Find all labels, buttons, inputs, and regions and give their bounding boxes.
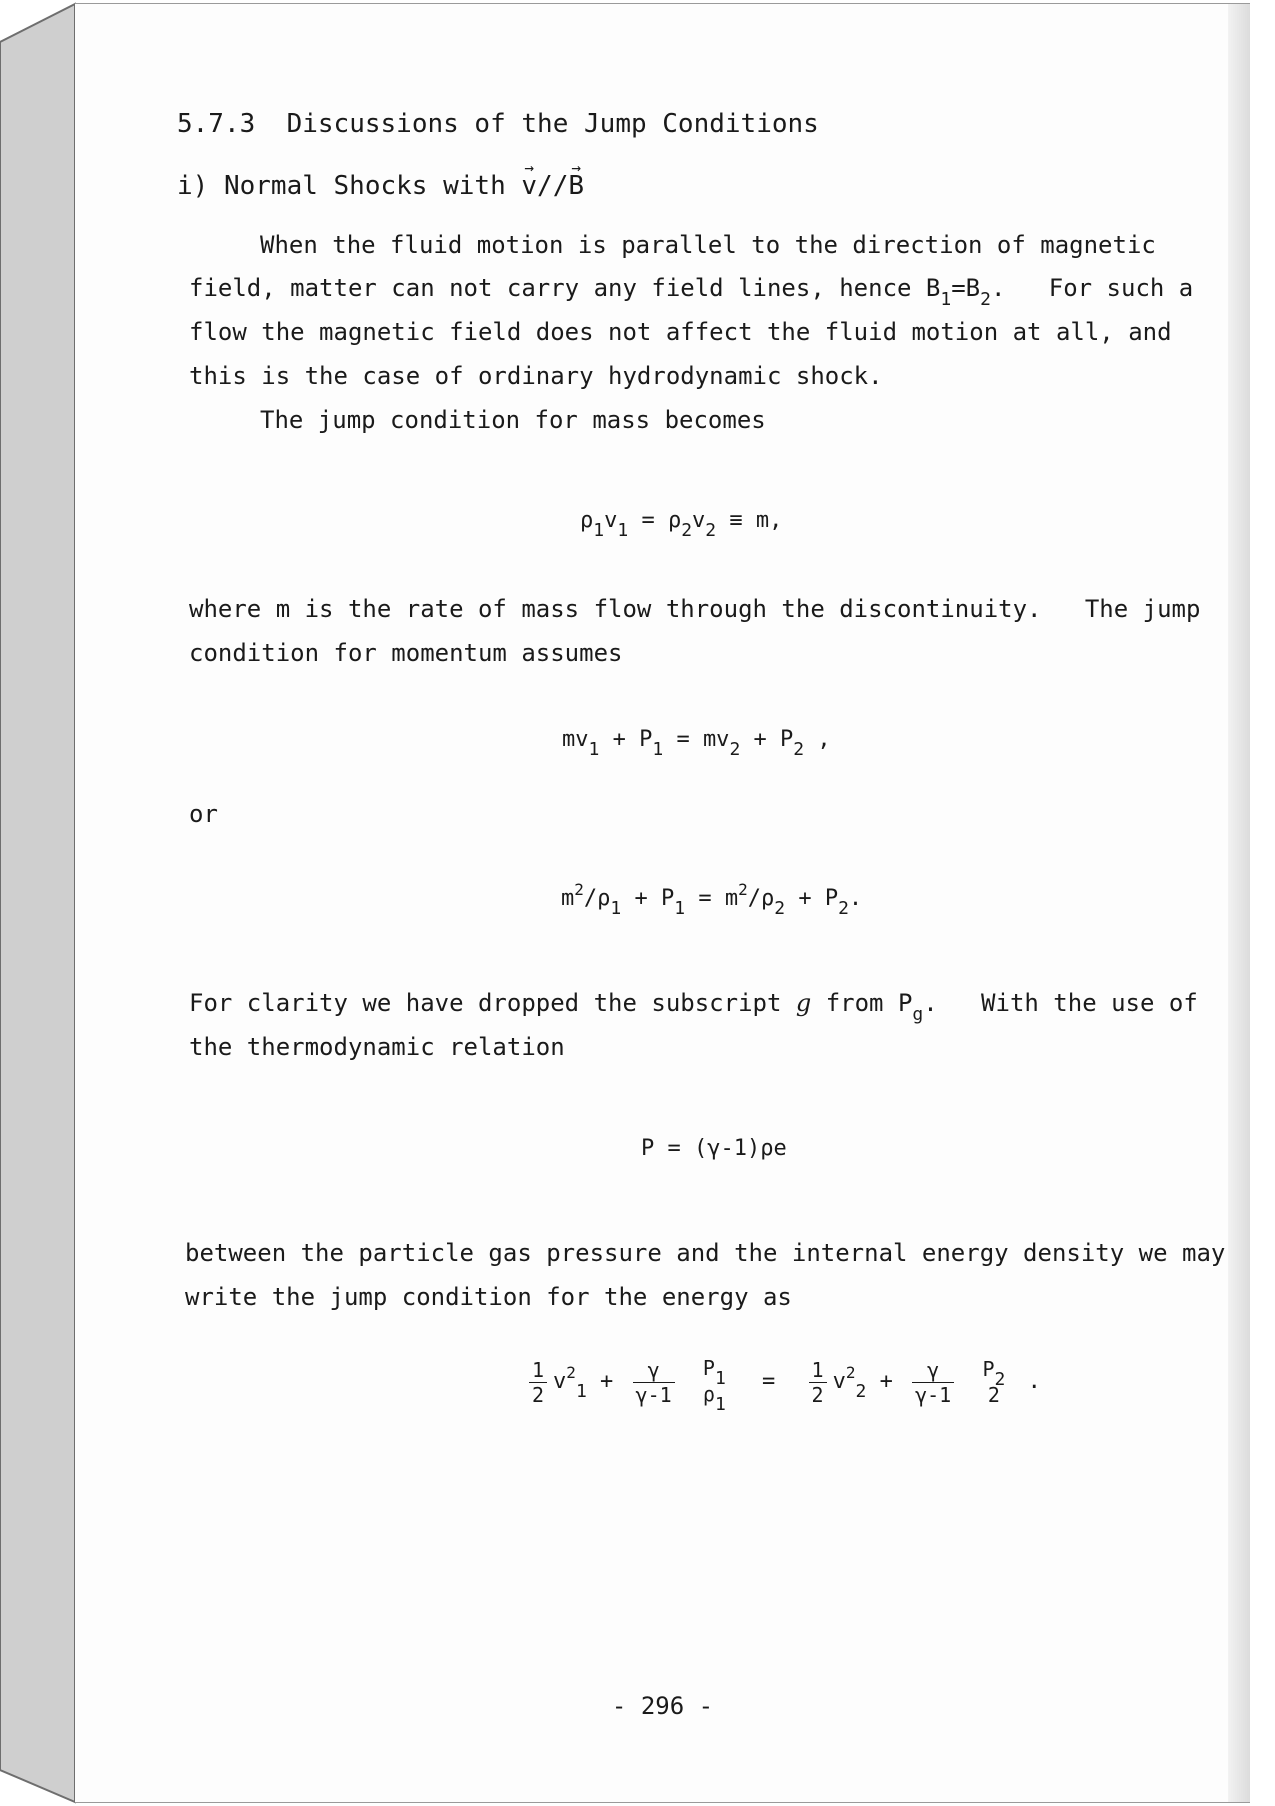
fraction-half: $\frac{1}{2}$: [529, 1358, 547, 1407]
para3-line1: where m is the rate of mass flow through the discontinuity. The jump: [189, 595, 1201, 623]
subsection-heading: i) Normal Shocks with → v//→ B: [177, 172, 584, 200]
para5-line1: between the particle gas pressure and the internal energy density we may: [185, 1239, 1226, 1267]
para1-line2: field, matter can not carry any field lines, hence $B_1=B_2$. For such a: [189, 274, 1194, 310]
equation-momentum: $mv_1 + P_1 = mv_2 + P_2$ ,: [562, 727, 831, 760]
equation-mass: $\rho_1v_1 = \rho_2v_2 \equiv m$,: [580, 508, 783, 541]
para4-line2: the thermodynamic relation: [189, 1033, 565, 1061]
para1-line4: this is the case of ordinary hydrodynamic shock.: [189, 362, 883, 390]
vector-v: → v: [521, 172, 537, 200]
para1-line3: flow the magnetic field does not affect the fluid motion at all, and: [189, 318, 1172, 346]
para3-line2: condition for momentum assumes: [189, 639, 623, 667]
equation-momentum-alt: $m^2/\rho_1 + P_1 = m^2/\rho_2 + P_2$.: [561, 880, 863, 919]
equation-energy: $\frac{1}{2}$ $v^2_1$ + $\frac{\gamma}{\gamma-1}$ P1 ρ1 = $\frac{1}{2}$ $v^2_2$ + $\frac{\gamma}{\gamma-1}$ P2 2 .: [523, 1352, 1041, 1413]
fraction-gamma-2: $\frac{\gamma}{\gamma-1}$: [912, 1358, 954, 1407]
section-title: Discussions of the Jump Conditions: [286, 109, 819, 139]
fraction-half-2: $\frac{1}{2}$: [809, 1358, 827, 1407]
section-heading: [177, 110, 819, 138]
or-text: or: [189, 800, 218, 828]
para1-line1: When the fluid motion is parallel to the direction of magnetic: [260, 231, 1156, 259]
fraction-p1-rho1: P1 ρ1: [702, 1356, 726, 1415]
para2-line1: The jump condition for mass becomes: [260, 406, 766, 434]
fraction-p2: P2 2: [982, 1357, 1006, 1407]
equation-thermo: P = (γ-1)ρe: [641, 1136, 787, 1161]
page-number: - 296 -: [611, 1692, 714, 1720]
vector-b: → B: [568, 172, 584, 200]
para4-line1: For clarity we have dropped the subscript g from $P_g$. With the use of: [189, 989, 1198, 1025]
fraction-gamma: $\frac{\gamma}{\gamma-1}$: [633, 1358, 675, 1407]
section-number: 5.7.3: [177, 109, 256, 139]
para5-line2: write the jump condition for the energy as: [185, 1283, 792, 1311]
page-edge: [1228, 4, 1250, 1802]
document-page: [75, 4, 1250, 1802]
